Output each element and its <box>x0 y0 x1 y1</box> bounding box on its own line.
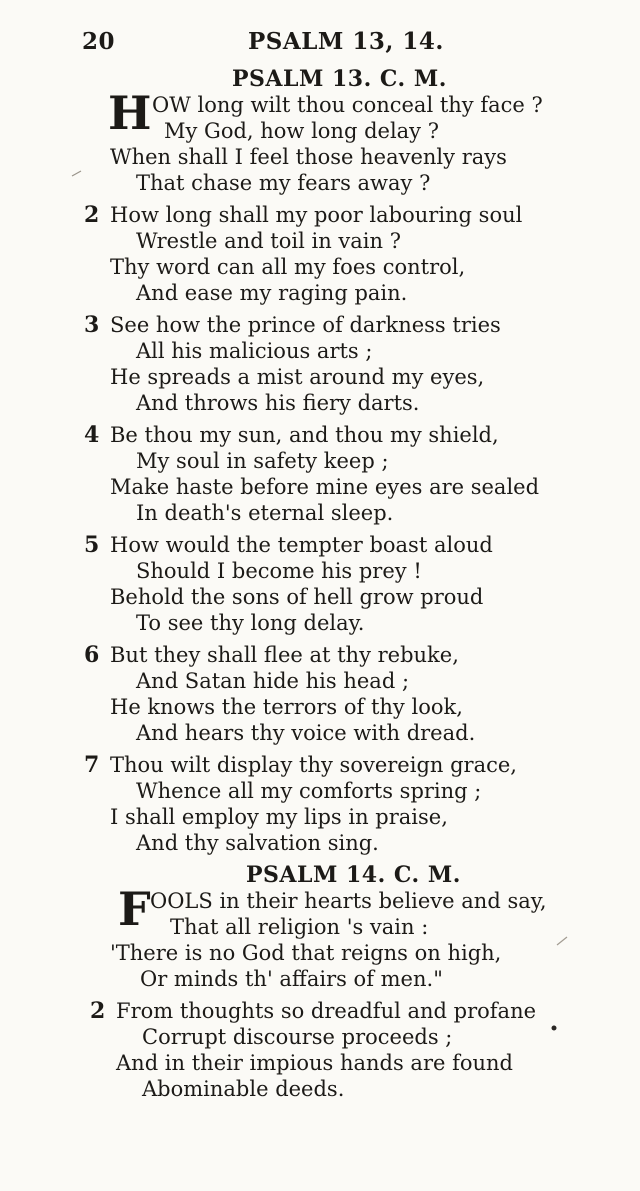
verse-number: 2 <box>90 998 106 1024</box>
verse-line: Should I become his prey ! <box>136 559 422 583</box>
ink-speck <box>70 168 84 178</box>
verse-line: When shall I feel those heavenly rays <box>110 145 507 169</box>
verse-line: 'There is no God that reigns on high, <box>110 941 502 965</box>
verse-line: OOLS in their hearts believe and say, <box>150 889 547 913</box>
verse-line: Behold the sons of hell grow proud <box>110 585 484 609</box>
verse-line: How long shall my poor labouring soul <box>110 203 523 227</box>
verse-number: 4 <box>84 422 100 448</box>
verse-line: In death's eternal sleep. <box>136 501 394 525</box>
verse-line: And in their impious hands are found <box>116 1051 513 1075</box>
psalm-13-drop-cap: H <box>108 86 152 140</box>
verse-line: Thou wilt display thy sovereign grace, <box>110 753 517 777</box>
verse-line: All his malicious arts ; <box>136 339 373 363</box>
verse-number: 5 <box>84 532 100 558</box>
psalm-14-drop-cap: F <box>118 882 151 936</box>
page-number: 20 <box>82 28 116 55</box>
verse-line: My soul in safety keep ; <box>136 449 389 473</box>
running-title: PSALM 13, 14. <box>248 28 444 55</box>
verse-line: Make haste before mine eyes are sealed <box>110 475 540 499</box>
verse-number: 3 <box>84 312 100 338</box>
verse-line: But they shall flee at thy rebuke, <box>110 643 459 667</box>
verse-line: And throws his fiery darts. <box>136 391 420 415</box>
psalm-13-title: PSALM 13. C. M. <box>232 66 447 92</box>
ink-dot <box>550 1024 558 1032</box>
verse-number: 7 <box>84 752 100 778</box>
verse-line: And thy salvation sing. <box>136 831 379 855</box>
verse-line: Be thou my sun, and thou my shield, <box>110 423 499 447</box>
verse-line: From thoughts so dreadful and profane <box>116 999 537 1023</box>
verse-line: He knows the terrors of thy look, <box>110 695 463 719</box>
verse-line: And hears thy voice with dread. <box>136 721 476 745</box>
psalm-14-title: PSALM 14. C. M. <box>246 862 461 888</box>
verse-line: That all religion 's vain : <box>170 915 429 939</box>
verse-number: 2 <box>84 202 100 228</box>
verse-line: That chase my fears away ? <box>136 171 431 195</box>
verse-line: To see thy long delay. <box>136 611 365 635</box>
verse-line: Corrupt discourse proceeds ; <box>142 1025 453 1049</box>
verse-line: Whence all my comforts spring ; <box>136 779 482 803</box>
verse-line: OW long wilt thou conceal thy face ? <box>152 93 543 117</box>
verse-line: My God, how long delay ? <box>164 119 439 143</box>
verse-number: 6 <box>84 642 100 668</box>
verse-line: See how the prince of darkness tries <box>110 313 501 337</box>
verse-line: I shall employ my lips in praise, <box>110 805 448 829</box>
verse-line: Or minds th' affairs of men." <box>140 967 443 991</box>
verse-line: Thy word can all my foes control, <box>110 255 466 279</box>
verse-line: Abominable deeds. <box>142 1077 345 1101</box>
ink-speck <box>555 935 569 947</box>
verse-line: How would the tempter boast aloud <box>110 533 493 557</box>
verse-line: And ease my raging pain. <box>136 281 408 305</box>
verse-line: And Satan hide his head ; <box>136 669 410 693</box>
verse-line: He spreads a mist around my eyes, <box>110 365 485 389</box>
verse-line: Wrestle and toil in vain ? <box>136 229 401 253</box>
